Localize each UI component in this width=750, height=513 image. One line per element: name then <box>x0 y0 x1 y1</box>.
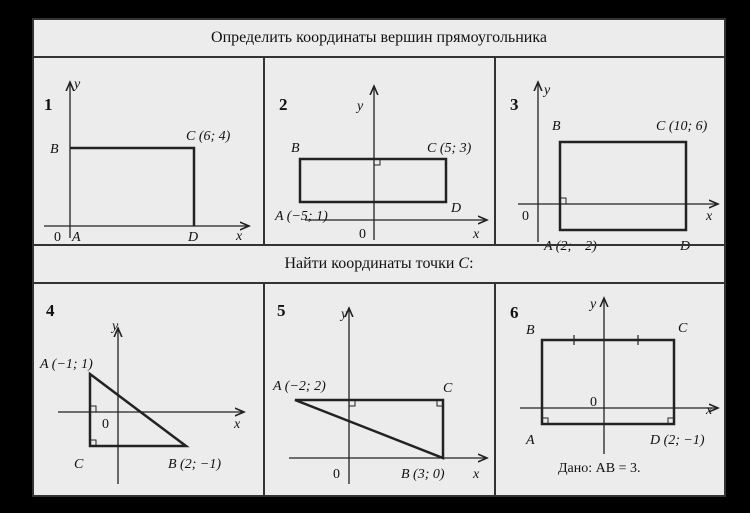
vertex-b-label: B (3; 0) <box>401 467 445 482</box>
triangle <box>295 400 443 458</box>
problem-2 <box>265 58 496 244</box>
x-axis-label: x <box>473 467 480 482</box>
header-subtitle-suffix: : <box>469 255 474 272</box>
vertex-d-label: D (2; −1) <box>650 433 705 448</box>
x-axis-label: x <box>706 209 713 224</box>
x-axis-label: x <box>234 417 241 432</box>
problem-number: 2 <box>279 95 288 114</box>
problem-5 <box>265 284 496 495</box>
problem-4 <box>34 284 265 495</box>
origin-label: 0 <box>333 467 340 482</box>
vertex-c-label: C <box>443 381 453 396</box>
problem-number: 5 <box>277 301 286 320</box>
problem-number: 4 <box>46 301 55 320</box>
vertex-a-label: A (−1; 1) <box>40 357 93 372</box>
problem-3 <box>496 58 724 254</box>
vertex-a-label: A (2; −2) <box>544 239 597 254</box>
vertex-c-label: C <box>74 457 84 472</box>
vertex-a-label: A (−5; 1) <box>275 209 328 224</box>
y-axis-label: y <box>590 297 597 312</box>
vertex-b-label: B <box>552 119 561 134</box>
header-subtitle-var: C <box>458 255 470 272</box>
given-condition: Дано: AB = 3. <box>558 461 641 476</box>
origin-label: 0 <box>359 227 366 242</box>
vertex-a-label: A (−2; 2) <box>273 379 326 394</box>
y-axis-label: y <box>544 83 551 98</box>
vertex-d-label: D <box>188 230 199 245</box>
rectangle <box>542 340 674 424</box>
origin-label: 0 <box>54 230 61 245</box>
problem-number: 6 <box>510 303 519 322</box>
vertex-c-label: C (5; 3) <box>427 141 472 156</box>
vertex-d-label: D <box>680 239 691 254</box>
problem-number: 1 <box>44 95 53 114</box>
y-axis-label: y <box>112 319 119 334</box>
rectangle <box>300 159 446 202</box>
worksheet <box>32 18 726 497</box>
header-rectangle-vertices <box>34 20 724 58</box>
rectangle <box>560 142 686 230</box>
header-title: Определить координаты вершин прямоугольника <box>211 29 547 46</box>
header-subtitle-prefix: Найти координаты точки <box>284 255 455 272</box>
problem-number: 3 <box>510 95 519 114</box>
problem-6 <box>496 284 724 495</box>
header-find-point-c <box>34 244 724 284</box>
rectangle <box>70 148 194 226</box>
origin-label: 0 <box>590 395 597 410</box>
triangle <box>90 374 186 446</box>
vertex-c-label: C <box>678 321 688 336</box>
origin-label: 0 <box>522 209 529 224</box>
vertex-c-label: C (10; 6) <box>656 119 708 134</box>
x-axis-label: x <box>706 403 713 418</box>
vertex-c-label: C (6; 4) <box>186 129 231 144</box>
vertex-b-label: B <box>291 141 300 156</box>
y-axis-label: y <box>357 99 364 114</box>
y-axis-label: y <box>74 77 81 92</box>
y-axis-label: y <box>341 307 348 322</box>
vertex-b-label: B (2; −1) <box>168 457 221 472</box>
x-axis-label: x <box>236 229 243 244</box>
problem-1 <box>34 58 265 244</box>
vertex-b-label: B <box>526 323 535 338</box>
origin-label: 0 <box>102 417 109 432</box>
vertex-a-label: A <box>526 433 535 448</box>
vertex-b-label: B <box>50 142 59 157</box>
vertex-d-label: D <box>451 201 462 216</box>
vertex-a-label: A <box>72 230 81 245</box>
x-axis-label: x <box>473 227 480 242</box>
